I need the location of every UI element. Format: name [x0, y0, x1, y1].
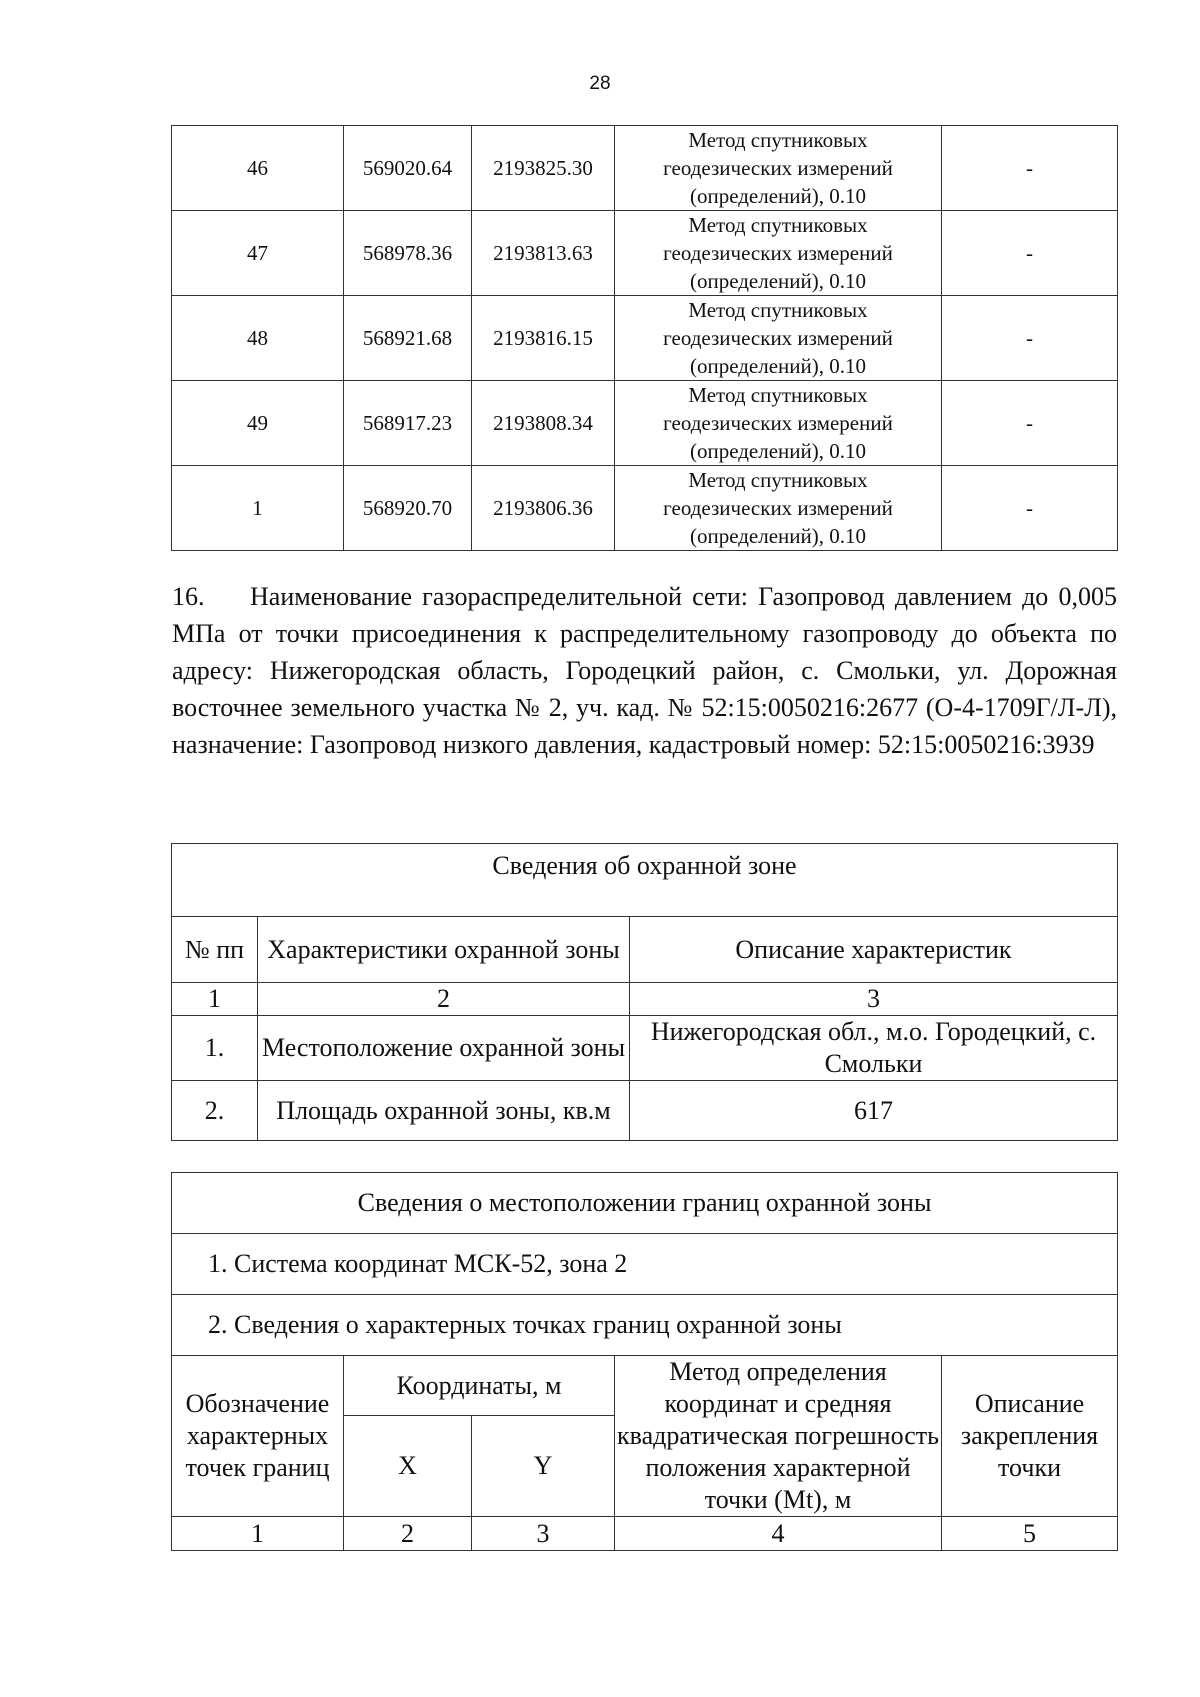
point-description: - [942, 381, 1118, 466]
header-fixing: Описание закрепления точки [942, 1356, 1118, 1517]
method-line: геодезических измерений [663, 411, 893, 435]
method-line: Метод спутниковых [688, 213, 868, 237]
method-cell [615, 211, 942, 296]
method-cell [615, 296, 942, 381]
row-value: 617 [630, 1081, 1118, 1141]
coord-x: 568978.36 [344, 211, 472, 296]
paragraph-number: 16. [172, 582, 205, 611]
method-line: Метод спутниковых [688, 468, 868, 492]
method-cell [615, 381, 942, 466]
coord-x: 569020.64 [344, 126, 472, 211]
method-line: (определений), 0.10 [689, 439, 867, 463]
points-info: 2. Сведения о характерных точках границ охранной зоны [172, 1295, 1118, 1356]
row-characteristic: Местоположение охранной зоны [258, 1016, 630, 1081]
index-cell: 3 [630, 983, 1118, 1016]
index-cell: 2 [258, 983, 630, 1016]
network-paragraph [172, 578, 1117, 763]
point-description: - [942, 211, 1118, 296]
coord-y: 2193813.63 [472, 211, 615, 296]
coord-x: 568920.70 [344, 466, 472, 551]
coord-y: 2193806.36 [472, 466, 615, 551]
method-line: (определений), 0.10 [689, 269, 867, 293]
method-line: Метод спутниковых [688, 298, 868, 322]
method-line: геодезических измерений [663, 326, 893, 350]
header-x: X [344, 1416, 472, 1517]
method-line: геодезических измерений [663, 241, 893, 265]
point-description: - [942, 126, 1118, 211]
paragraph-text: Наименование газораспределительной сети: Газопровод давлением до 0,005 МПа от точки присоединения к распределительному газопроводу до объекта по адресу: Нижегородская область, Городецкий район, с. Смольки, ул. Дорожная восточнее земельного участка № 2, уч. кад. № 52:15:0050216:2677 (О-4-1709Г/Л-Л), назначение: Газопровод низкого давления, кадастровый номер: 52:15:0050216:3939 [172, 582, 1117, 759]
index-cell: 1 [172, 1517, 344, 1551]
row-characteristic: Площадь охранной зоны, кв.м [258, 1081, 630, 1141]
method-line: Метод спутниковых [688, 128, 868, 152]
method-line: геодезических измерений [663, 156, 893, 180]
zone-table-title: Сведения об охранной зоне [172, 844, 1118, 917]
point-description: - [942, 296, 1118, 381]
row-value: Нижегородская обл., м.о. Городецкий, с. Смольки [630, 1016, 1118, 1081]
coord-x: 568917.23 [344, 381, 472, 466]
table-row [172, 381, 1118, 466]
point-number: 49 [172, 381, 344, 466]
boundary-table [171, 1172, 1118, 1551]
method-cell [615, 466, 942, 551]
row-num: 2. [172, 1081, 258, 1141]
page-number: 28 [589, 73, 611, 94]
index-cell: 2 [344, 1517, 472, 1551]
header-y: Y [472, 1416, 615, 1517]
coordinates-table [171, 125, 1118, 551]
point-number: 1 [172, 466, 344, 551]
point-number: 47 [172, 211, 344, 296]
index-cell: 5 [942, 1517, 1118, 1551]
header-method: Метод определения координат и средняя квадратическая погрешность положения характерной точки (Mt), м [615, 1356, 942, 1517]
coord-y: 2193808.34 [472, 381, 615, 466]
method-line: Метод спутниковых [688, 383, 868, 407]
method-line: геодезических измерений [663, 496, 893, 520]
index-cell: 1 [172, 983, 258, 1016]
boundary-table-title: Сведения о местоположении границ охранной зоны [172, 1173, 1118, 1234]
method-cell [615, 126, 942, 211]
row-num: 1. [172, 1016, 258, 1081]
protection-zone-table [171, 843, 1118, 1141]
table-row [172, 466, 1118, 551]
point-number: 46 [172, 126, 344, 211]
coord-x: 568921.68 [344, 296, 472, 381]
header-description: Описание характеристик [630, 917, 1118, 983]
coord-y: 2193816.15 [472, 296, 615, 381]
table-row [172, 211, 1118, 296]
point-number: 48 [172, 296, 344, 381]
header-designation: Обозначение характерных точек границ [172, 1356, 344, 1517]
index-cell: 3 [472, 1517, 615, 1551]
point-description: - [942, 466, 1118, 551]
coord-y: 2193825.30 [472, 126, 615, 211]
method-line: (определений), 0.10 [689, 184, 867, 208]
header-coordinates: Координаты, м [344, 1356, 615, 1416]
method-line: (определений), 0.10 [689, 354, 867, 378]
header-characteristics: Характеристики охранной зоны [258, 917, 630, 983]
table-row [172, 296, 1118, 381]
coordinate-system: 1. Система координат МСК-52, зона 2 [172, 1234, 1118, 1295]
header-num: № пп [172, 917, 258, 983]
table-row [172, 126, 1118, 211]
method-line: (определений), 0.10 [689, 524, 867, 548]
index-cell: 4 [615, 1517, 942, 1551]
